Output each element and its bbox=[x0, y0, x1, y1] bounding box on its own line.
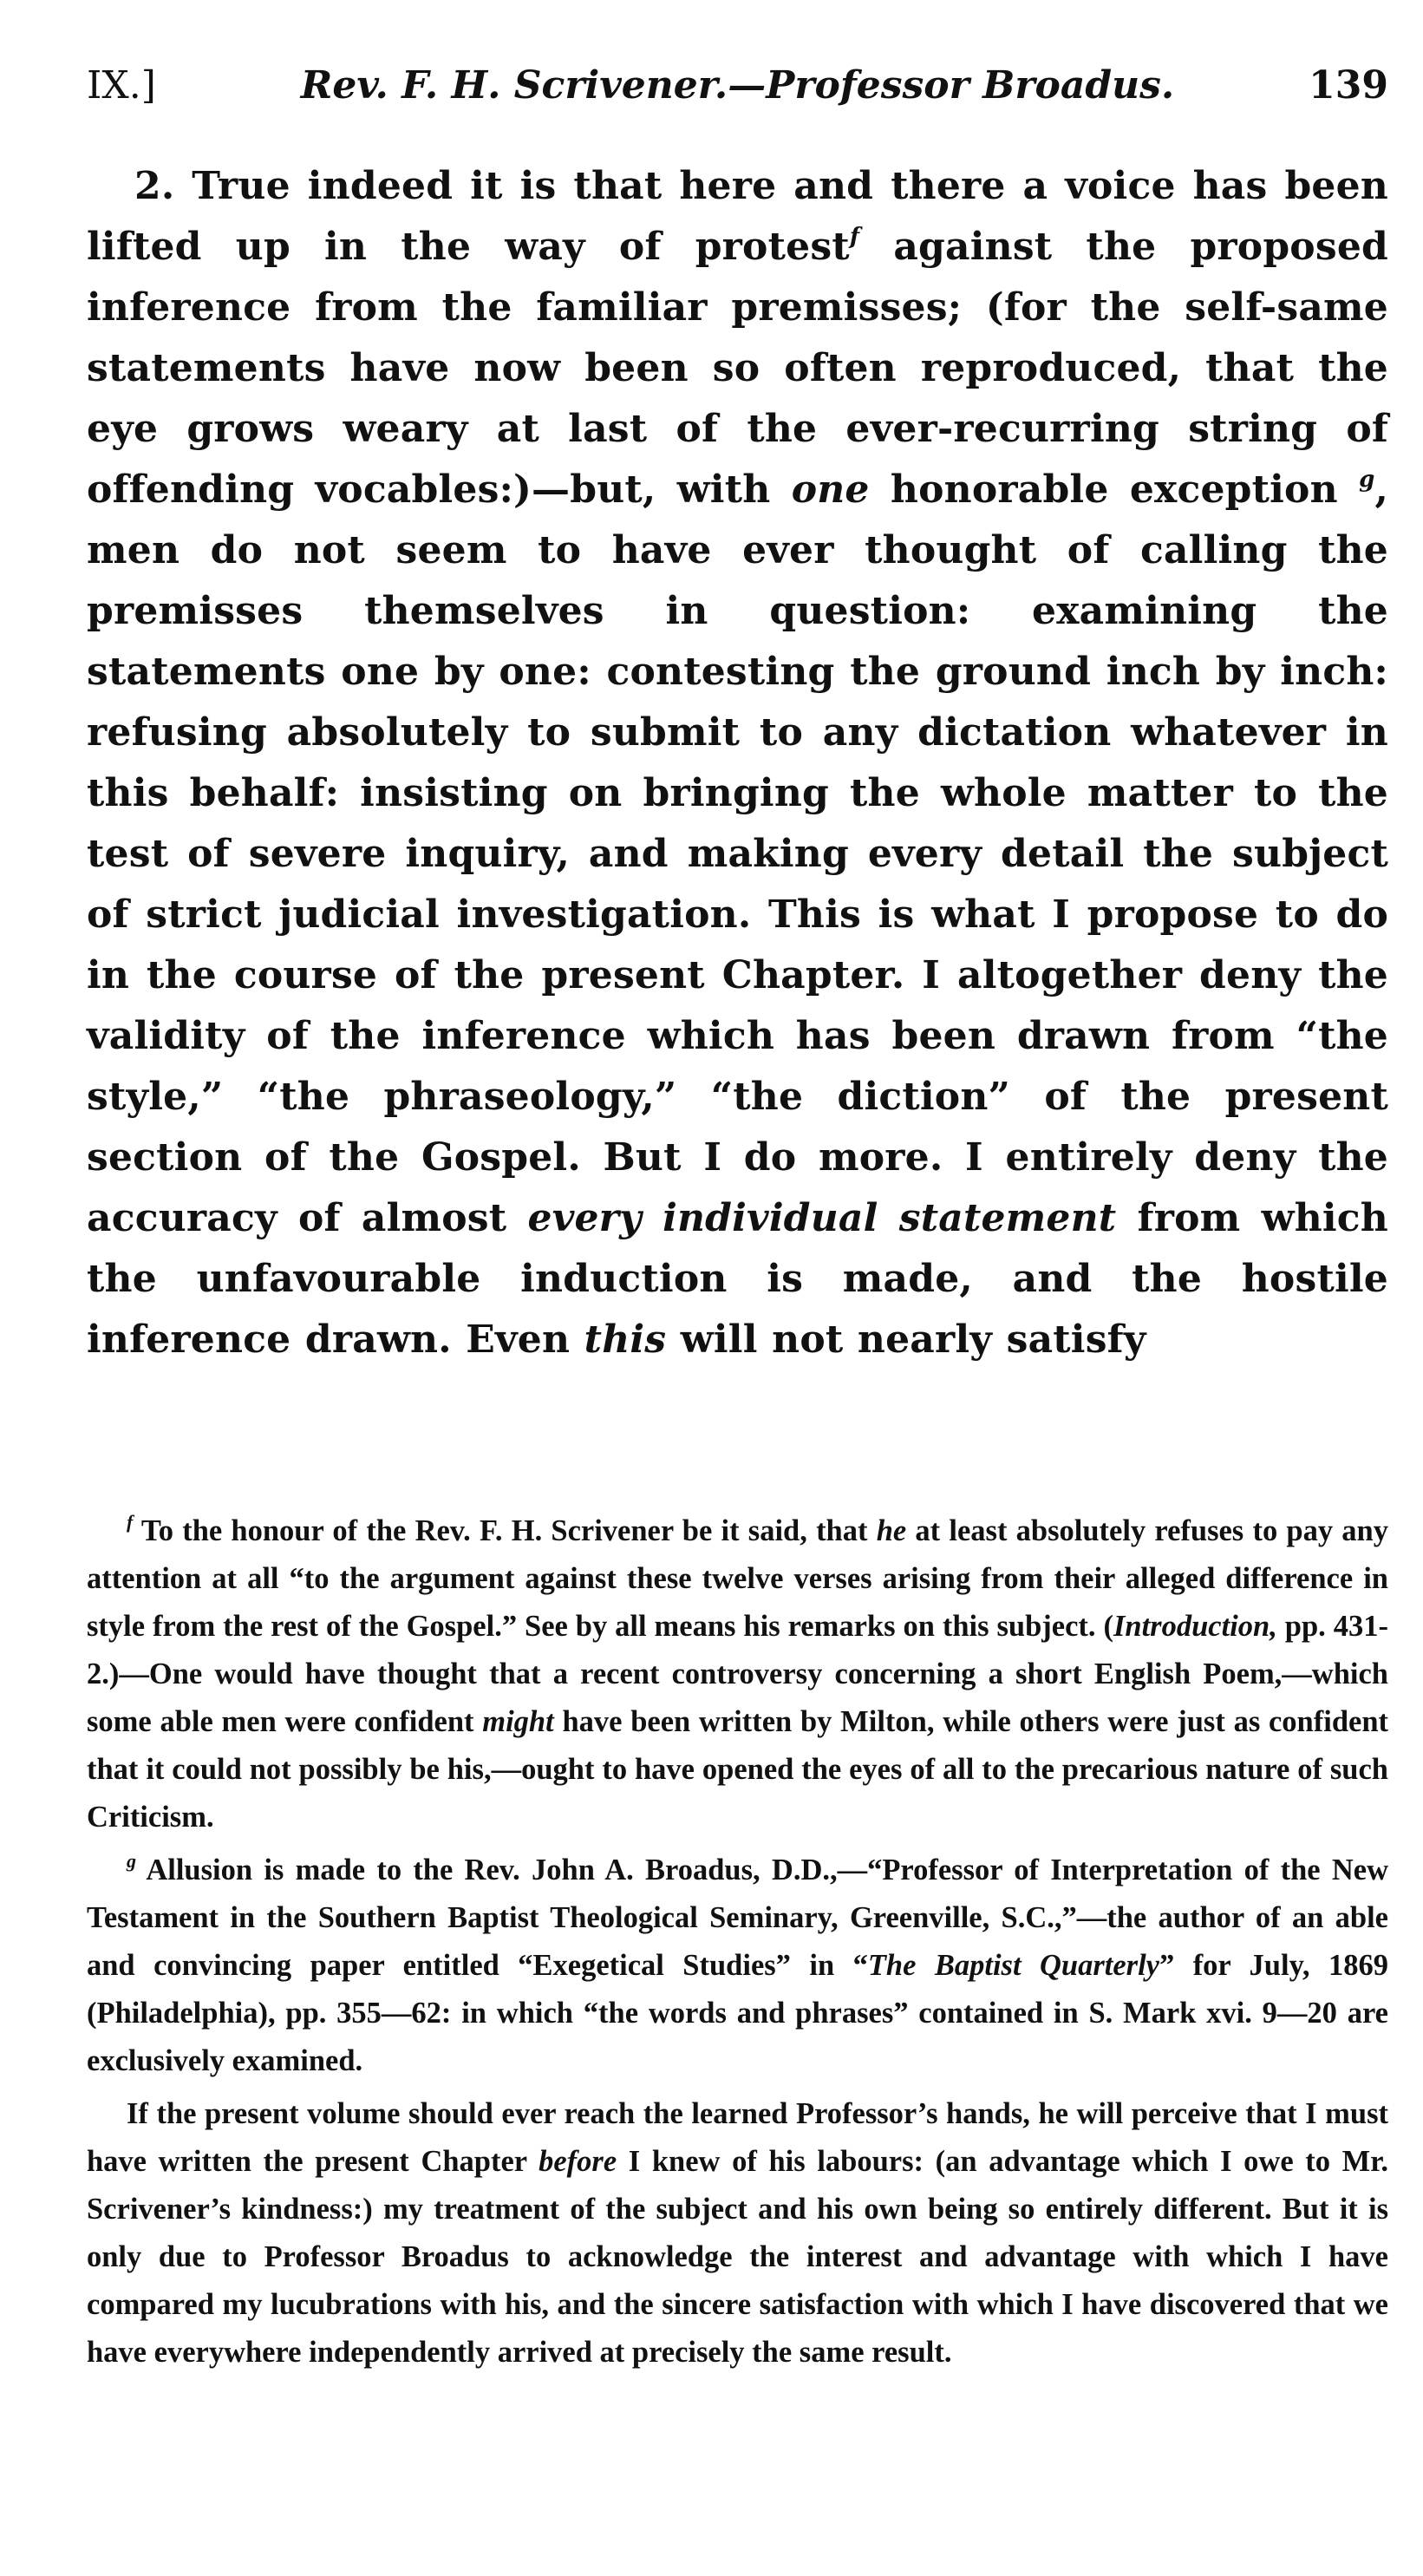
main-text-part: honorable exception bbox=[869, 467, 1338, 512]
emphasis-one: one bbox=[791, 467, 870, 512]
main-text-part: will not nearly satisfy bbox=[666, 1317, 1146, 1362]
footnote-text: at least absolutely refuses to pay any attention at all “to the argument against these twelve verses arising from their alleged difference in style from the rest of the Gospel.” See by all means his remarks on this subject. ( bbox=[87, 1514, 1388, 1643]
emphasis-might: might bbox=[482, 1705, 554, 1738]
emphasis-baptist-quarterly: The Baptist Quarterly bbox=[867, 1949, 1159, 1982]
footnote-f bbox=[87, 1507, 1388, 1841]
footnote-text: pp. 431-2.)—One would have thought that a recent controversy concerning a short English Poem,—which some able men were confident bbox=[87, 1610, 1388, 1738]
footnote-marker-f: f bbox=[127, 1510, 134, 1533]
main-paragraph bbox=[87, 156, 1388, 1370]
running-head bbox=[87, 56, 1388, 116]
footnotes bbox=[87, 1507, 1388, 2377]
page-number: 139 bbox=[1309, 63, 1388, 108]
footnote-text: Allusion is made to the Rev. John A. Broadus, D.D.,—“Professor of Interpretation of the New Testament in the Southern Baptist Theological Seminary, Greenville, S.C.,”—the author of an able and convincing paper entitled “Exegetical Studies” in “ bbox=[87, 1854, 1388, 1982]
main-text-part: , men do not seem to have ever thought of calling the premisses themselves in question: examining the statements one by one: contesting the ground inch by inch: refusing absolutely to submit to any dictation whatever in this behalf: insisting on bringing the whole matter to the test of severe inquiry, and making every detail the subject of strict judicial investigation. This is what I propose to do in the course of the present Chapter. I altogether deny the validity of the inference which has been drawn from “the style,” “the phraseology,” “the diction” of the present section of the Gospel. But I do more. I entirely deny the accuracy of almost bbox=[87, 467, 1388, 1240]
footnote-text: If the present volume should ever reach the learned Professor’s hands, he will perceive that I must have written the present Chapter bbox=[87, 2097, 1388, 2178]
main-text-part: 2. True indeed it is that here and there a voice has been lifted up in the way of protest bbox=[87, 164, 1388, 269]
footnote-text: I knew of his labours: (an advantage which I owe to Mr. Scrivener’s kindness:) my treatment of the subject and his own being so entirely different. But it is only due to Professor Broadus to acknowledge the interest and advantage with which I have compared my lucubrations with his, and the sincere satisfaction with which I have discovered that we have everywhere independently arrived at precisely the same result. bbox=[87, 2145, 1388, 2369]
chapter-number: IX.] bbox=[87, 63, 156, 108]
emphasis-before: before bbox=[539, 2145, 617, 2178]
footnote-text: have been written by Milton, while others were just as confident that it could not possibly be his,—ought to have opened the eyes of all to the precarious nature of such Criticism. bbox=[87, 1705, 1388, 1834]
running-title: Rev. F. H. Scrivener.—Professor Broadus. bbox=[300, 63, 1175, 108]
emphasis-he: he bbox=[876, 1514, 907, 1547]
footnote-ref-f: f bbox=[849, 224, 860, 251]
main-text-part: from which the unfavourable induction is made, and the hostile inference drawn. Even bbox=[87, 1196, 1388, 1362]
footnote-g-continuation bbox=[87, 2090, 1388, 2377]
footnote-marker-g: g bbox=[127, 1849, 136, 1872]
footnote-text: ” for July, 1869 (Philadelphia), pp. 355—62: in which “the words and phrases” contained in S. Mark xvi. 9—20 are exclusively examined. bbox=[87, 1949, 1388, 2077]
footnote-ref-g: g bbox=[1359, 467, 1375, 494]
emphasis-every-individual-statement: every individual statement bbox=[527, 1196, 1117, 1240]
footnote-g bbox=[87, 1847, 1388, 2085]
emphasis-this: this bbox=[584, 1317, 667, 1362]
footnote-text: To the honour of the Rev. F. H. Scrivener be it said, that bbox=[133, 1514, 877, 1547]
emphasis-introduction: Introduction, bbox=[1113, 1610, 1277, 1643]
main-text-part: against the proposed inference from the familiar premisses; (for the self-same statements have now been so often reproduced, that the eye grows weary at last of the ever-recurring string of offending vocables:)—but, with bbox=[87, 225, 1388, 512]
